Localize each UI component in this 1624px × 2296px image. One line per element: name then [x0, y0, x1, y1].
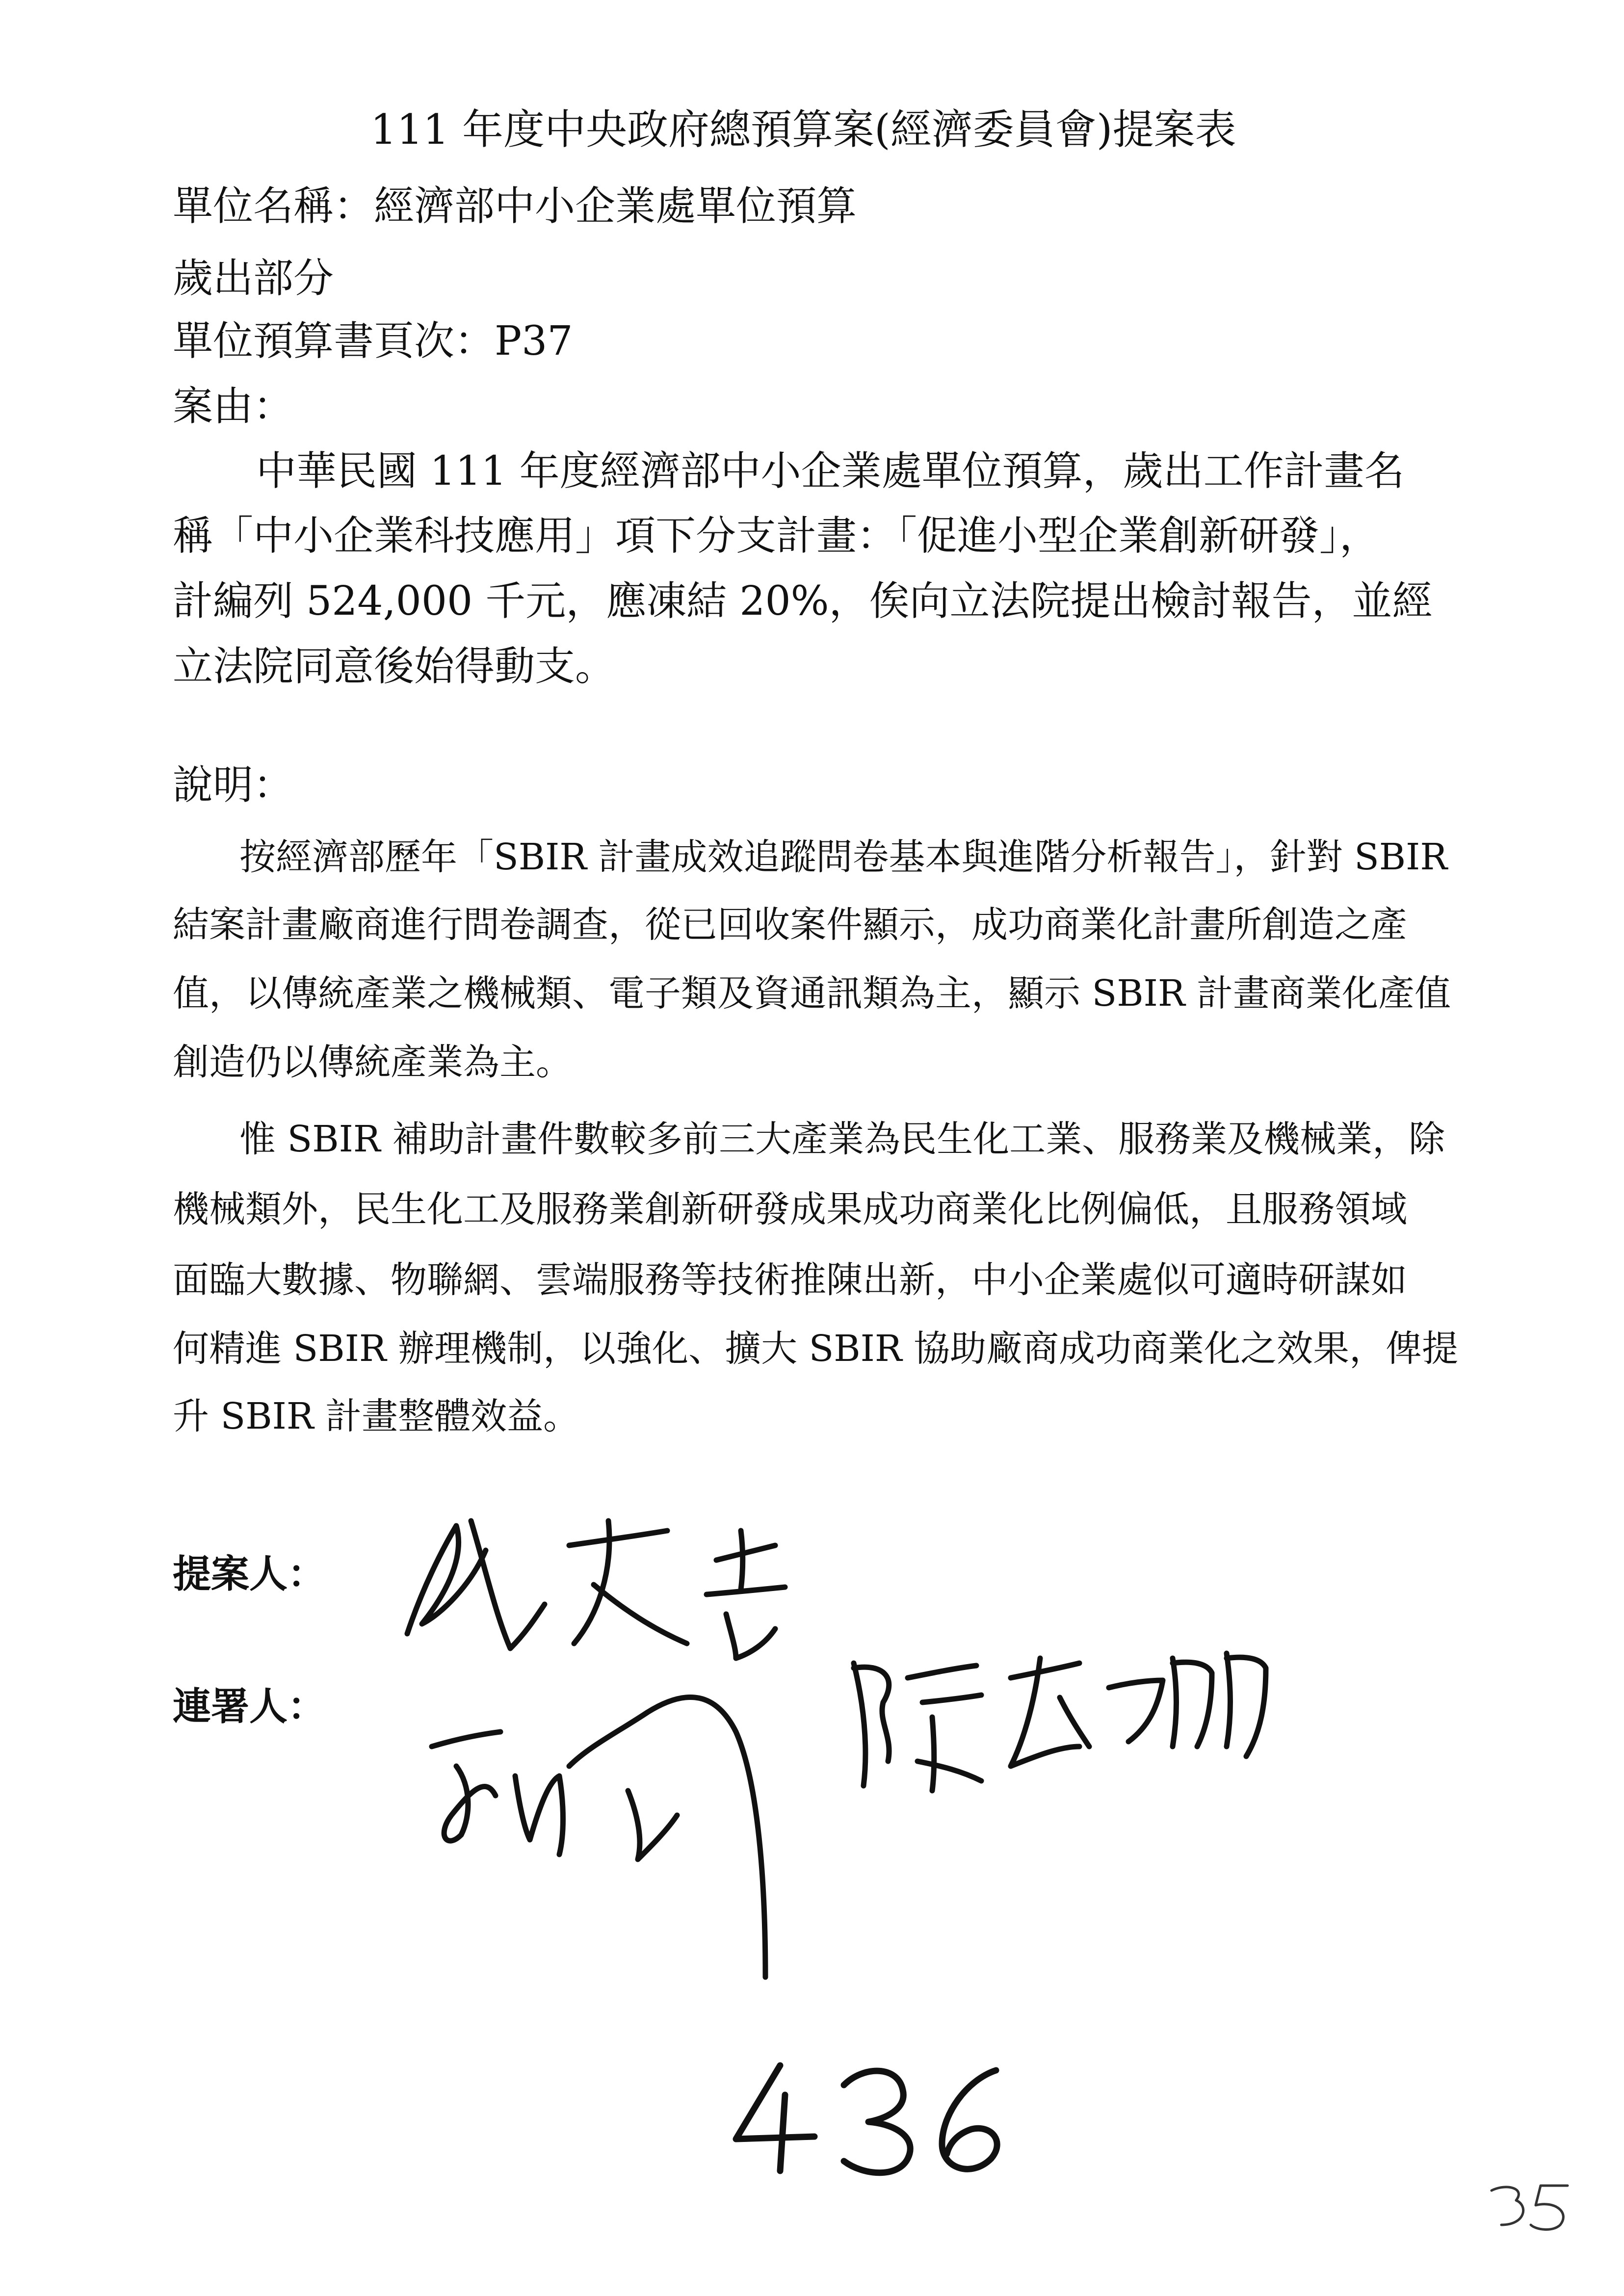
cosigner-label: 連署人：: [173, 1685, 326, 1729]
description-paragraph-2-line: 升 SBIR 計畫整體效益。: [173, 1395, 580, 1437]
proposer-signature: [407, 1521, 785, 1658]
description-paragraph-1-line: 創造仍以傳統產業為主。: [173, 1041, 572, 1083]
description-paragraph-1-line: 按經濟部歷年「SBIR 計畫成效追蹤問卷基本與進階分析報告」，針對 SBIR: [239, 836, 1448, 878]
description-paragraph-2-line: 惟 SBIR 補助計畫件數較多前三大產業為民生化工業、服務業及機械業，除: [239, 1118, 1445, 1160]
description-label: 說明：: [173, 762, 294, 809]
proposer-label: 提案人：: [173, 1552, 326, 1596]
corner-page-number: [1482, 2178, 1580, 2237]
case-text-line: 中華民國 111 年度經濟部中小企業處單位預算，歲出工作計畫名: [256, 448, 1405, 495]
description-paragraph-2-line: 機械類外，民生化工及服務業創新研發成果成功商業化比例偏低，且服務領域: [173, 1188, 1407, 1230]
handwritten-page-number: [721, 2051, 1025, 2183]
cosigner-signature-2: [854, 1653, 1266, 1791]
case-text-line: 立法院同意後始得動支。: [173, 643, 616, 690]
description-paragraph-1-line: 值，以傳統產業之機械類、電子類及資通訊類為主，顯示 SBIR 計畫商業化產值: [173, 972, 1451, 1015]
case-label: 案由：: [173, 383, 294, 430]
budget-section: 歲出部分: [173, 255, 334, 302]
case-text-line: 稱「中小企業科技應用」項下分支計畫：「促進小型企業創新研發」，: [173, 513, 1380, 559]
budget-page-reference: 單位預算書頁次：P37: [173, 318, 573, 365]
description-paragraph-1-line: 結案計畫廠商進行問卷調查，從已回收案件顯示，成功商業化計畫所創造之產: [173, 904, 1407, 946]
case-text-line: 計編列 524,000 千元，應凍結 20%，俟向立法院提出檢討報告，並經: [173, 578, 1433, 625]
cosigner-signature-1: [432, 1697, 765, 1977]
description-paragraph-2-line: 面臨大數據、物聯網、雲端服務等技術推陳出新，中小企業處似可適時研謀如: [173, 1259, 1407, 1301]
document-title: 111 年度中央政府總預算案(經濟委員會)提案表: [370, 105, 1236, 154]
description-paragraph-2-line: 何精進 SBIR 辦理機制，以強化、擴大 SBIR 協助廠商成功商業化之效果，俾提: [173, 1328, 1459, 1370]
unit-name: 單位名稱：經濟部中小企業處單位預算: [173, 183, 857, 230]
